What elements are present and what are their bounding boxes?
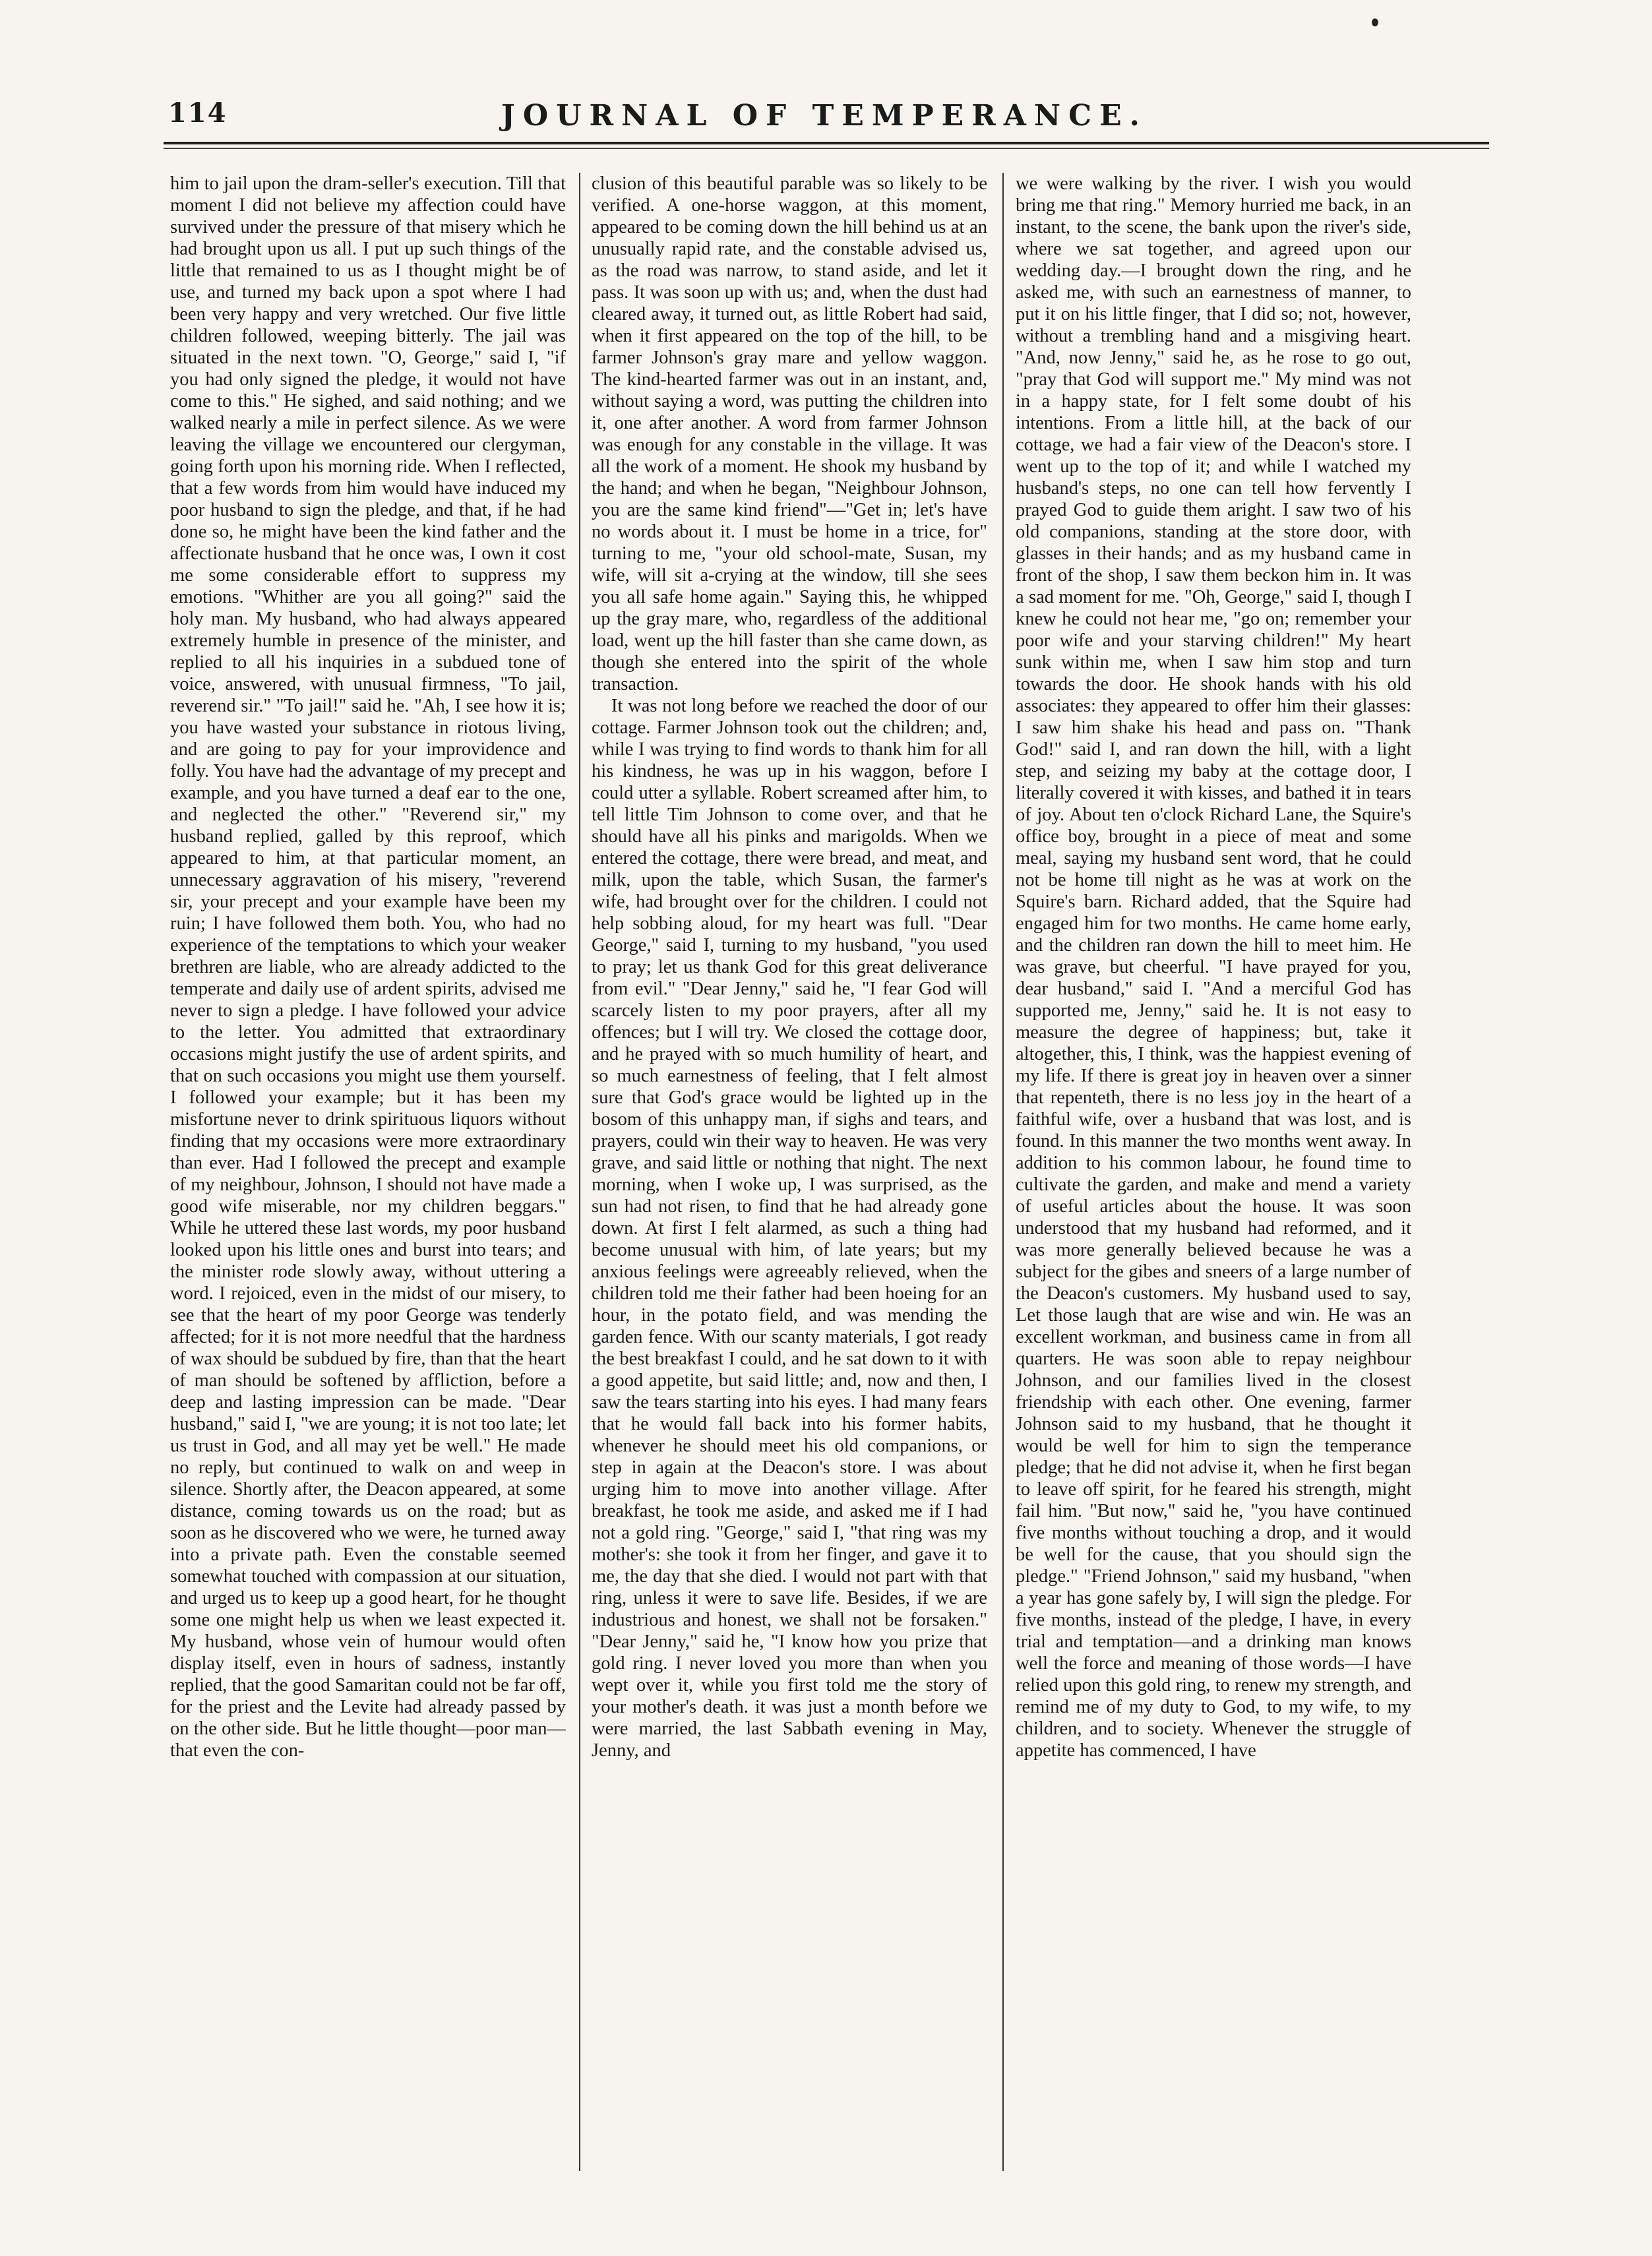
ink-speck bbox=[1372, 18, 1378, 26]
text-column-3 bbox=[1016, 173, 1411, 2164]
text-column-1 bbox=[170, 173, 566, 2164]
header-rule bbox=[164, 142, 1489, 144]
page-number: 114 bbox=[168, 98, 228, 129]
paragraph: we were walking by the river. I wish you would bring me that ring." Memory hurried me back, in an instant, to the scene, the bank upon the river's side, where we sat together, and agreed upon our wedding day.—I brought down the ring, and he asked me, with such an earnestness of manner, to put it on his little finger, that I did so; not, however, without a trembling hand and a misgiving heart. "And, now Jenny," said he, as he rose to go out, "pray that God will support me." My mind was not in a happy state, for I felt some doubt of his intentions. From a little hill, at the back of our cottage, we had a fair view of the Deacon's store. I went up to the top of it; and while I watched my husband's steps, no one can tell how fervently I prayed God to guide them aright. I saw two of his old companions, standing at the store door, with glasses in their hands; and as my husband came in front of the shop, I saw them beckon him in. It was a sad moment for me. "Oh, George," said I, though I knew he could not hear me, "go on; remember your poor wife and your starving children!" My heart sunk within me, when I saw him stop and turn towards the door. He shook hands with his old associates: they appeared to offer him their glasses: I saw him shake his head and pass on. "Thank God!" said I, and ran down the hill, with a light step, and seizing my baby at the cottage door, I literally covered it with kisses, and bathed it in tears of joy. About ten o'clock Richard Lane, the Squire's office boy, brought in a piece of meat and some meal, saying my husband sent word, that he could not be home till night as he was at work on the Squire's barn. Richard added, that the Squire had engaged him for two months. He came home early, and the children ran down the hill to meet him. He was grave, but cheerful. "I have prayed for you, dear husband," said I. "And a merciful God has supported me, Jenny," said he. It is not easy to measure the degree of happiness; but, take it altogether, this, I think, was the happiest evening of my life. If there is great joy in heaven over a sinner that repenteth, there is no less joy in the heart of a faithful wife, over a husband that was lost, and is found. In this manner the two months went away. In addition to his common labour, he found time to cultivate the garden, and make and mend a variety of useful articles about the house. It was soon understood that my husband had reformed, and it was more generally believed because he was a subject for the gibes and sneers of a large number of the Deacon's customers. My husband used to say, Let those laugh that are wise and win. He was an excellent workman, and business came in from all quarters. He was soon able to repay neighbour Johnson, and our families lived in the closest friendship with each other. One evening, farmer Johnson said to my husband, that he thought it would be well for him to sign the temperance pledge; that he did not advise it, when he first began to leave off spirit, for he feared his strength, might fail him. "But now," said he, "you have continued five months without touching a drop, and it would be well for the cause, that you should sign the pledge." "Friend Johnson," said my husband, "when a year has gone safely by, I will sign the pledge. For five months, instead of the pledge, I have, in every trial and temptation—and a drinking man knows well the force and meaning of those words—I have relied upon this gold ring, to renew my strength, and remind me of my duty to God, to my wife, to my children, and to society. Whenever the struggle of appetite has commenced, I have bbox=[1016, 173, 1411, 1761]
header-rule-thin bbox=[164, 148, 1489, 149]
column-divider bbox=[1002, 173, 1004, 2171]
text-column-2 bbox=[592, 173, 987, 2164]
paragraph: clusion of this beautiful parable was so likely to be verified. A one-horse waggon, at this moment, appeared to be coming down the hill behind us at an unusually rapid rate, and the constable advised us, as the road was narrow, to stand aside, and let it pass. It was soon up with us; and, when the dust had cleared away, it turned out, as little Robert had said, when it first appeared on the top of the hill, to be farmer Johnson's gray mare and yellow waggon. The kind-hearted farmer was out in an instant, and, without saying a word, was putting the children into it, one after another. A word from farmer Johnson was enough for any constable in the village. It was all the work of a moment. He shook my husband by the hand; and when he began, "Neighbour Johnson, you are the same kind friend"—"Get in; let's have no words about it. I must be home in a trice, for" turning to me, "your old school-mate, Susan, my wife, will sit a-crying at the window, till she sees you all safe home again." Saying this, he whipped up the gray mare, who, regardless of the additional load, went up the hill faster than she came down, as though she entered into the spirit of the whole transaction. bbox=[592, 173, 987, 694]
running-title: JOURNAL OF TEMPERANCE. bbox=[501, 99, 1147, 133]
column-divider bbox=[579, 173, 580, 2171]
paragraph: him to jail upon the dram-seller's execution. Till that moment I did not believe my affection could have survived under the pressure of that misery which he had brought upon us all. I put up such things of the little that remained to us as I thought might be of use, and turned my back upon a spot where I had been very happy and very wretched. Our five little children followed, weeping bitterly. The jail was situated in the next town. "O, George," said I, "if you had only signed the pledge, it would not have come to this." He sighed, and said nothing; and we walked nearly a mile in perfect silence. As we were leaving the village we encountered our clergyman, going forth upon his morning ride. When I reflected, that a few words from him would have induced my poor husband to sign the pledge, and that, if he had done so, he might have been the kind father and the affectionate husband that he once was, I own it cost me some considerable effort to suppress my emotions. "Whither are you all going?" said the holy man. My husband, who had always appeared extremely humble in presence of the minister, and replied to all his inquiries in a subdued tone of voice, answered, with unusual firmness, "To jail, reverend sir." "To jail!" said he. "Ah, I see how it is; you have wasted your substance in riotous living, and are going to pay for your improvidence and folly. You have had the advantage of my precept and example, and you have turned a deaf ear to the one, and neglected the other." "Reverend sir," my husband replied, galled by this reproof, which appeared to him, at that particular moment, an unnecessary aggravation of his misery, "reverend sir, your precept and your example have been my ruin; I have followed them both. You, who had no experience of the temptations to which your weaker brethren are liable, who are already addicted to the temperate and daily use of ardent spirits, advised me never to sign a pledge. I have followed your advice to the letter. You admitted that extraordinary occasions might justify the use of ardent spirits, and that on such occasions you might use them yourself. I followed your example; but it has been my misfortune never to drink spirituous liquors without finding that my occasions were more extraordinary than ever. Had I followed the precept and example of my neighbour, Johnson, I should not have made a good wife miserable, nor my children beggars." While he uttered these last words, my poor husband looked upon his little ones and burst into tears; and the minister rode slowly away, without uttering a word. I rejoiced, even in the midst of our misery, to see that the heart of my poor George was tenderly affected; for it is not more needful that the hardness of wax should be subdued by fire, than that the heart of man should be softened by affliction, before a deep and lasting impression can be made. "Dear husband," said I, "we are young; it is not too late; let us trust in God, and all may yet be well." He made no reply, but continued to walk on and weep in silence. Shortly after, the Deacon appeared, at some distance, coming towards us on the road; but as soon as he discovered who we were, he turned away into a private path. Even the constable seemed somewhat touched with compassion at our situation, and urged us to keep up a good heart, for he thought some one might help us when we least expected it. My husband, whose vein of humour would often display itself, even in hours of sadness, instantly replied, that the good Samaritan could not be far off, for the priest and the Levite had already passed by on the other side. But he little thought—poor man—that even the con- bbox=[170, 173, 566, 1761]
paragraph: It was not long before we reached the door of our cottage. Farmer Johnson took out the children; and, while I was trying to find words to thank him for all his kindness, he was up in his waggon, before I could utter a syllable. Robert screamed after him, to tell little Tim Johnson to come over, and that he should have all his pinks and marigolds. When we entered the cottage, there were bread, and meat, and milk, upon the table, which Susan, the farmer's wife, had brought over for the children. I could not help sobbing aloud, for my heart was full. "Dear George," said I, turning to my husband, "you used to pray; let us thank God for this great deliverance from evil." "Dear Jenny," said he, "I fear God will scarcely listen to my poor prayers, after all my offences; but I will try. We closed the cottage door, and he prayed with so much humility of heart, and so much earnestness of feeling, that I felt almost sure that God's grace would be lighted up in the bosom of this unhappy man, if sighs and tears, and prayers, could win their way to heaven. He was very grave, and said little or nothing that night. The next morning, when I woke up, I was surprised, as the sun had not risen, to find that he had already gone down. At first I felt alarmed, as such a thing had become unusual with him, of late years; but my anxious feelings were agreeably relieved, when the children told me their father had been hoeing for an hour, in the potato field, and was mending the garden fence. With our scanty materials, I got ready the best breakfast I could, and he sat down to it with a good appetite, but said little; and, now and then, I saw the tears starting into his eyes. I had many fears that he would fall back into his former habits, whenever he should meet his old companions, or step in again at the Deacon's store. I was about urging him to move into another village. After breakfast, he took me aside, and asked me if I had not a gold ring. "George," said I, "that ring was my mother's: she took it from her finger, and gave it to me, the day that she died. I would not part with that ring, unless it were to save life. Besides, if we are industrious and honest, we shall not be forsaken." "Dear Jenny," said he, "I know how you prize that gold ring. I never loved you more than when you wept over it, while you first told me the story of your mother's death. it was just a month before we were married, the last Sabbath evening in May, Jenny, and bbox=[592, 696, 987, 1761]
